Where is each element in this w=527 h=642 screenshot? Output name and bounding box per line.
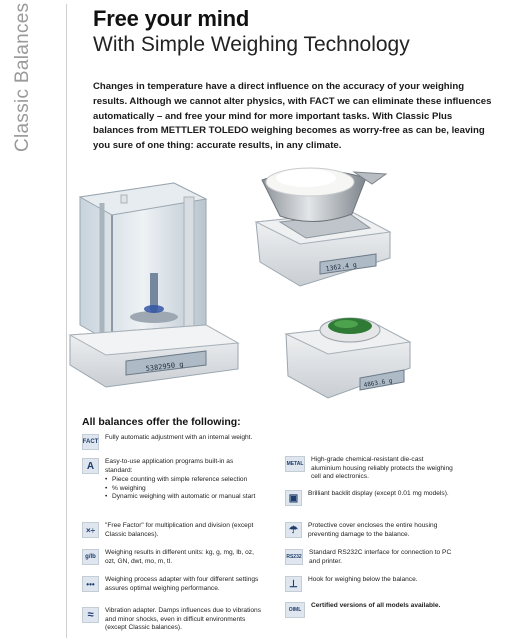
feature-text: Weighing results in different units: kg, g, mg, lb, oz, ozt, GN, dwt, mo, m, tl.	[105, 549, 254, 565]
list-item: • Piece counting with simple reference selection	[105, 476, 262, 485]
vibration-icon: ≈	[82, 607, 99, 623]
feature-text: Protective cover encloses the entire housing preventing damage to the balance.	[308, 522, 438, 538]
feature-cover	[285, 522, 455, 539]
list-item: • % weighing	[105, 485, 262, 494]
feature-metal	[285, 456, 455, 482]
umbrella-icon: ☂	[285, 522, 302, 538]
analytical-display-text: 5382950 g	[145, 360, 184, 373]
feature-text: Standard RS232C interface for connection to PC and printer.	[309, 549, 452, 565]
feature-hook	[285, 576, 455, 592]
side-tab-label: Classic Balances	[12, 2, 33, 152]
bowl-display-text: 1362.4 g	[325, 260, 358, 273]
oiml-icon: OIML	[285, 602, 305, 618]
compact-balance-image	[284, 300, 412, 405]
feature-text: Hook for weighing below the balance.	[308, 576, 418, 583]
feature-text: Fully automatic adjustment with an internal weight.	[105, 434, 253, 441]
compact-display-text: 4863.6 g	[363, 377, 393, 389]
hook-icon: ⊥	[285, 576, 302, 592]
feature-text: Certified versions of all models available.	[311, 602, 441, 609]
rs232-icon: RS232	[285, 549, 303, 565]
feature-fact	[82, 434, 262, 450]
display-icon: ▣	[285, 490, 302, 506]
free-factor-icon: ×÷	[82, 522, 99, 538]
feature-units	[82, 549, 262, 566]
fact-icon: FACT	[82, 434, 99, 450]
feature-text: Weighing process adapter with four different settings assures optimal weighing performance.	[105, 576, 259, 592]
feature-oiml	[285, 602, 455, 618]
feature-display	[285, 490, 455, 506]
page-title: Free your mind	[93, 6, 250, 31]
analytical-balance-image	[66, 175, 244, 390]
feature-applications	[82, 458, 262, 502]
bowl-balance-image	[254, 158, 392, 293]
drops-icon: •••	[82, 576, 99, 592]
feature-text: "Free Factor" for multiplication and division (except Classic balances).	[105, 522, 254, 538]
feature-text: Vibration adapter. Damps influences due to vibrations and minor shocks, even in difficult environments (except Classic balances).	[105, 607, 262, 632]
units-icon: g/lb	[82, 549, 99, 565]
feature-text: High-grade chemical-resistant die-cast aluminium housing reliably protects the weighing cell and electronics.	[311, 456, 453, 481]
feature-free-factor	[82, 522, 262, 539]
application-list	[105, 476, 262, 502]
applications-icon: A	[82, 458, 99, 474]
intro-paragraph: Changes in temperature have a direct influence on the accuracy of your weighing results. Although we cannot alter physics, with FACT we can eliminate these influences automatically – and free your mind for more important tasks. With Classic Plus balances from METTLER TOLEDO weighing becomes as worry-free as can be, leaving you sure of one thing: accurate results, in any climate.	[93, 81, 492, 152]
list-item: • Dynamic weighing with automatic or manual start	[105, 493, 262, 502]
feature-text: Brilliant backlit display (except 0.01 mg models).	[308, 490, 449, 497]
feature-text: Easy-to-use application programs built-in as standard:	[105, 458, 234, 474]
page-subtitle: With Simple Weighing Technology	[93, 33, 410, 56]
metal-icon: METAL	[285, 456, 305, 472]
side-tab	[0, 0, 56, 160]
feature-vibration	[82, 607, 262, 633]
feature-rs232	[285, 549, 455, 566]
feature-drops	[82, 576, 262, 593]
features-heading: All balances offer the following:	[82, 416, 241, 428]
